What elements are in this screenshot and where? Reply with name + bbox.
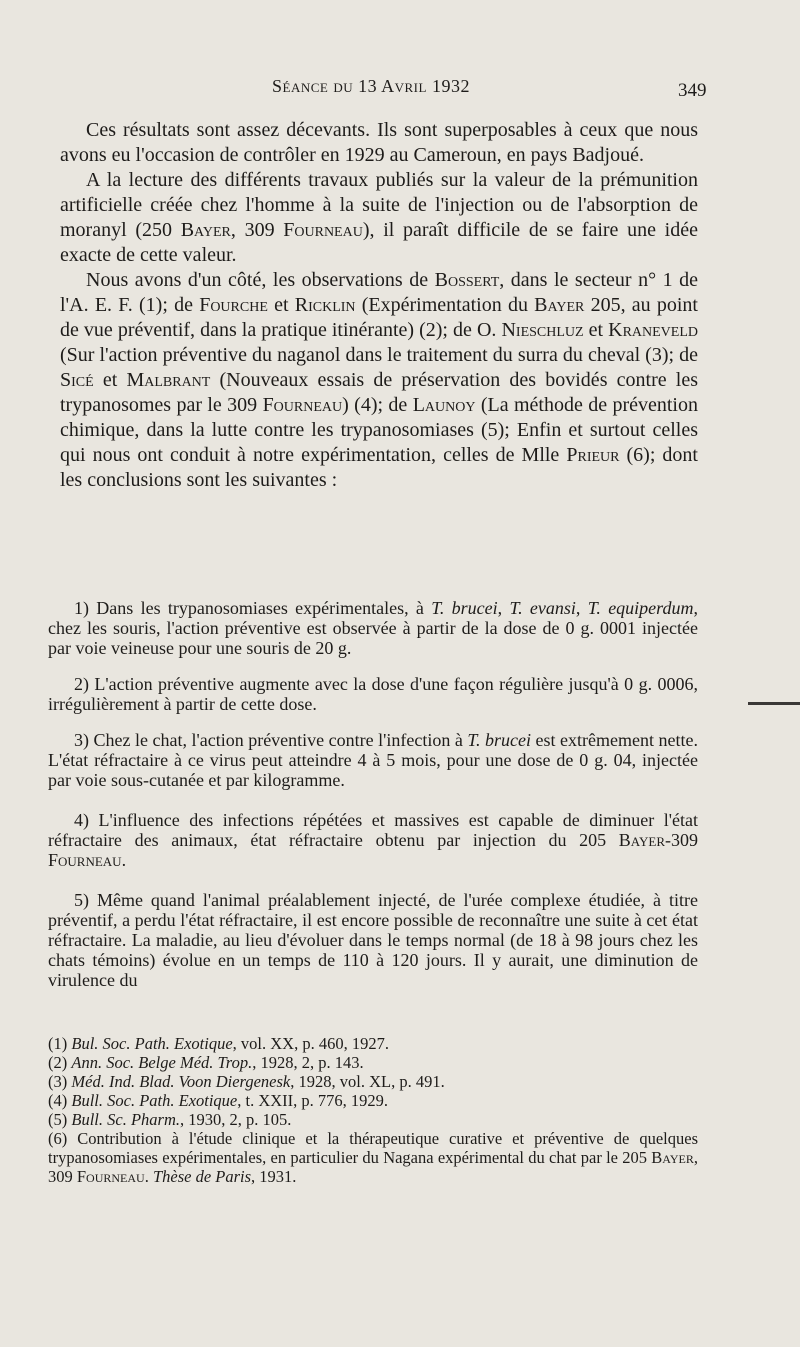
author-name: Bayer (180, 219, 231, 241)
footnote (48, 1091, 698, 1110)
body-text (60, 118, 698, 493)
author-name: Malbrant (126, 369, 211, 391)
text-run: (Expérimentation du (355, 294, 535, 316)
running-head: Séance du 13 Avril 1932 (272, 76, 470, 96)
author-name: Bossert (434, 269, 500, 291)
author-name: Prieur (566, 444, 620, 466)
author-name: Kraneveld (608, 319, 699, 341)
journal-title: Ann. Soc. Belge Méd. Trop. (71, 1053, 253, 1072)
text-run: et (267, 294, 295, 316)
footnote-number: (2) (48, 1053, 72, 1072)
journal-title: Bull. Sc. Pharm. (71, 1110, 180, 1129)
text-run: -309 (665, 830, 698, 850)
journal-title: Bul. Soc. Path. Exotique (71, 1034, 233, 1053)
text-run: (Nouveaux essais de préservation des bovidés contre les trypanosomes par le 309 (60, 369, 698, 416)
text-run: (6); dont les conclusions sont les suivantes : (60, 444, 698, 491)
text-run: 5) Même quand l'animal préalablement injecté, de l'urée complexe étudiée, à titre préventif, a perdu l'état réfractaire, il est encore possible de reconnaître une suite à cet état réfractaire. La maladie, au lieu d'évoluer dans le temps normal (de 18 à 98 jours chez les chats témoins) évolue en un temps de 110 à 120 jours. Il y aurait, une diminution de virulence du (48, 890, 698, 990)
species-name: T. brucei (431, 598, 498, 618)
author-name: Bayer (534, 294, 585, 316)
text-run: , 309 (48, 1148, 698, 1186)
author-name: Sicé (60, 369, 94, 391)
list-item (48, 730, 698, 790)
text-run: . (144, 1167, 153, 1186)
text-run: , 1928, vol. XL, p. 491. (290, 1072, 445, 1091)
species-name: T. brucei (467, 730, 532, 750)
author-name: Nieschluz (501, 319, 584, 341)
text-run: , 1931. (251, 1167, 297, 1186)
author-name: Bayer (618, 830, 665, 850)
species-name: T. evansi (509, 598, 576, 618)
footnote (48, 1129, 698, 1186)
text-run: , 1930, 2, p. 105. (180, 1110, 292, 1129)
author-name: Bayer (651, 1148, 694, 1167)
footnote-number: (4) (48, 1091, 72, 1110)
author-name: Fourneau (283, 219, 363, 241)
footnote (48, 1034, 698, 1053)
list-item (48, 810, 698, 870)
margin-mark (748, 702, 800, 705)
page-header (0, 76, 800, 106)
footnote (48, 1110, 698, 1129)
text-run: et (583, 319, 609, 341)
conclusions-list (48, 598, 698, 1004)
text-run: , t. XXII, p. 776, 1929. (237, 1091, 389, 1110)
paragraph (60, 268, 698, 493)
author-name: Fourche (199, 294, 268, 316)
text-run: , (497, 598, 510, 618)
author-name: Ricklin (294, 294, 356, 316)
author-name: Fourneau (76, 1167, 145, 1186)
text-run: 3) Chez le chat, l'action préventive contre l'infection à (74, 730, 468, 750)
paragraph (60, 118, 698, 168)
text-run: Nous avons d'un côté, les observations de (86, 269, 435, 291)
text-run: (La méthode de prévention chimique, dans la lutte contre les trypanosomiases (5); Enfin et surtout celles qui nous ont conduit à notre expérimentation, celles de Mlle (60, 394, 698, 466)
text-run: 1) Dans les trypanosomiases expérimentales, à (74, 598, 432, 618)
author-name: Fourneau (262, 394, 343, 416)
paragraph-text: Ces résultats sont assez décevants. Ils sont superposables à ceux que nous avons eu l'occasion de contrôler en 1929 au Cameroun, en pays Badjoué. (60, 119, 698, 166)
text-run: . (121, 850, 127, 870)
text-run: , vol. XX, p. 460, 1927. (232, 1034, 389, 1053)
text-run: 4) L'influence des infections répétées et massives est capable de diminuer l'état réfractaire des animaux, état réfractaire obtenu par injection du 205 (48, 810, 698, 850)
text-run: ) (4); de (342, 394, 413, 416)
list-item (48, 598, 698, 658)
species-name: T. equiperdum (587, 598, 694, 618)
footnote (48, 1072, 698, 1091)
text-run: , (575, 598, 588, 618)
author-name: Launoy (412, 394, 476, 416)
text-run: , chez les souris, l'action préventive est observée à partir de la dose de 0 g. 0001 injectée par voie veineuse pour une souris de 20 g. (48, 598, 699, 658)
page-number: 349 (678, 80, 707, 101)
text-run: et (93, 369, 127, 391)
paragraph (60, 168, 698, 268)
author-name: Fourneau (48, 850, 122, 870)
list-item (48, 674, 698, 714)
text-run: (Sur l'action préventive du naganol dans le traitement du surra du cheval (3); de (60, 344, 698, 366)
text-run: , dans le secteur n° 1 de l'A. E. F. (1); de (60, 269, 698, 316)
text-run: , 1928, 2, p. 143. (252, 1053, 364, 1072)
thesis-title: Thèse de Paris (152, 1167, 252, 1186)
footnote (48, 1053, 698, 1072)
footnotes (48, 1034, 698, 1186)
footnote-number: (5) (48, 1110, 72, 1129)
text-run: (6) Contribution à l'étude clinique et la thérapeutique curative et préventive de quelques trypanosomiases expérimentales, en particulier du Nagana expérimental du chat par le 205 (48, 1129, 698, 1167)
footnote-number: (3) (48, 1072, 72, 1091)
text-run: A la lecture des différents travaux publiés sur la valeur de la prémunition artificielle créée chez l'homme à la suite de l'injection ou de l'absorption de moranyl (250 (60, 169, 698, 241)
text-run: , 309 (230, 219, 284, 241)
text-run: 2) L'action préventive augmente avec la dose d'une façon régulière jusqu'à 0 g. 0006, irrégulièrement à partir de cette dose. (48, 674, 698, 714)
text-run: ), il paraît difficile de se faire une idée exacte de cette valeur. (60, 219, 698, 266)
text-run: 205, au point de vue préventif, dans la pratique itinérante) (2); de O. (60, 294, 698, 341)
journal-title: Méd. Ind. Blad. Voon Diergenesk (71, 1072, 291, 1091)
list-item (48, 890, 698, 990)
journal-title: Bull. Soc. Path. Exotique (71, 1091, 238, 1110)
text-run: est extrêmement nette. L'état réfractaire à ce virus peut atteindre 4 à 5 mois, pour une dose de 0 g. 04, injectée par voie sous-cutanée et par kilogramme. (48, 730, 698, 790)
footnote-number: (1) (48, 1034, 72, 1053)
